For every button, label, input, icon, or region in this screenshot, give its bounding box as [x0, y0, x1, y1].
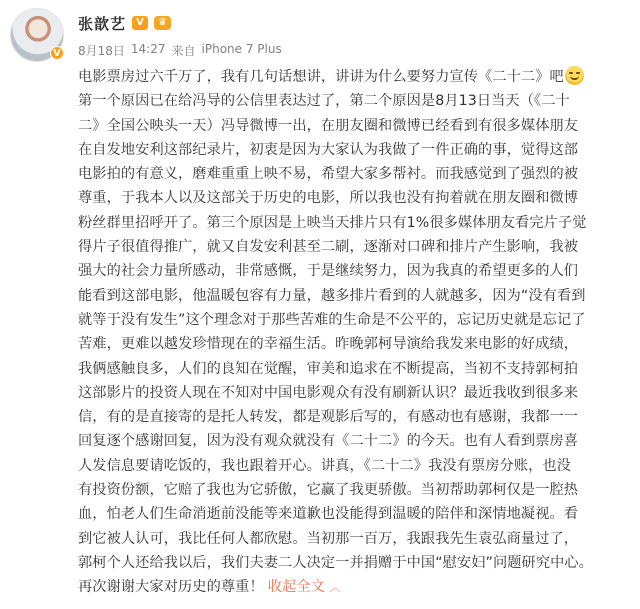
post-line: 第一个原因已在给冯导的公信里表达过了，第二个原因是8月13日当天（《二十 — [78, 93, 570, 110]
post-line: 电影拍的有意义，磨难重重上映不易，希望大家多帮衬。而我感觉到了强烈的被 — [78, 166, 579, 183]
post-line: 人发信息要请吃饭的，我也跟着开心。讲真，《二十二》我没有票房分账，也没 — [78, 457, 571, 474]
post-line: 我俩感触良多，人们的良知在觉醒，审美和追求在不断提高，当初不支持郭柯拍 — [78, 360, 579, 377]
post-line — [78, 575, 630, 599]
post-line: 强大的社会力量所感动，非常感慨，于是继续努力，因为我真的希望更多的人们 — [78, 263, 579, 280]
post-line: 苦难，更难以越发珍惜现在的幸福生活。昨晚郭柯导演给我发来电影的好成绩， — [78, 336, 579, 353]
post-line: 粉丝群里招呼开了。第三个原因是上映当天排片只有1%很多媒体朋友看完片子觉 — [78, 214, 587, 231]
user-name[interactable]: 张歆艺 — [78, 14, 127, 33]
post-line: 信，有的是直接寄的是托人转发，都是观影后写的，有感动也有感谢，我都一一 — [78, 409, 579, 426]
post-line: 到它被人认可，我比任何人都欣慰。当初那一百万，我跟我先生袁弘商量过了， — [78, 530, 579, 547]
post-line-text: 电影票房过六千万了，我有几句话想讲，讲讲为什么要努力宣传《二十二》吧 — [78, 69, 564, 85]
fan-badge-icon[interactable]: ♛ — [154, 16, 171, 30]
verified-icon: V — [50, 46, 64, 60]
post-line: 这部影片的投资人现在不知对中国电影观众有没有刷新认识？最近我收到很多来 — [78, 384, 579, 401]
collapse-button[interactable] — [268, 579, 341, 595]
post-line: 血，怕老人们生命消逝前没能等来道歉也没能得到温暖的陪伴和深情地凝视。看 — [78, 506, 579, 523]
smile-emoji-icon — [565, 66, 584, 85]
post-date[interactable]: 8月18日 — [78, 44, 125, 58]
post-line: 有投资份额，它赔了我也为它骄傲，它赢了我更骄傲。当初帮助郭柯仅是一腔热 — [78, 482, 579, 499]
post-line: 在自发地安利这部纪录片，初衷是因为大家认为我做了一件正确的事，觉得这部 — [78, 141, 579, 158]
post-line — [78, 65, 630, 89]
post-line: 能看到这部电影，他温暖包容有力量，越多排片看到的人就越多，因为“没有看到 — [78, 287, 586, 304]
post-time[interactable]: 14:27 — [130, 42, 166, 56]
post-meta — [78, 42, 282, 59]
vip-badge-icon[interactable]: V — [132, 16, 148, 30]
post-line: 就等于没有发生”这个理念对于那些苦难的生命是不公平的，忘记历史就是忘记了 — [78, 311, 586, 328]
post-line-text: 再次谢谢大家对历史的尊重！ — [78, 579, 264, 596]
post-source: iPhone 7 Plus — [201, 42, 282, 56]
post-line: 回复逐个感谢回复，因为没有观众就没有《二十二》的今天。也有人看到票房喜 — [78, 433, 579, 450]
source-prefix: 来自 — [171, 44, 196, 58]
post-line: 尊重，于我本人以及这部关于历史的电影，所以我也没有拘着就在朋友圈和微博 — [78, 190, 579, 207]
post-line: 二》全国公映头一天）冯导微博一出，在朋友圈和微博已经看到有很多媒体朋友 — [78, 117, 579, 134]
collapse-label: 收起全文 — [267, 579, 325, 596]
post-line: 得片子很值得推广，就又自发安利甚至二刷，逐渐对口碑和排片产生影响，我被 — [78, 239, 579, 256]
post-content — [78, 65, 630, 600]
post-line: 郭柯个人还给我以后，我们夫妻二人决定一并捐赠于中国“慰安妇”问题研究中心。 — [78, 554, 593, 571]
name-row — [78, 12, 171, 34]
chevron-up-icon: ︿ — [329, 581, 341, 595]
